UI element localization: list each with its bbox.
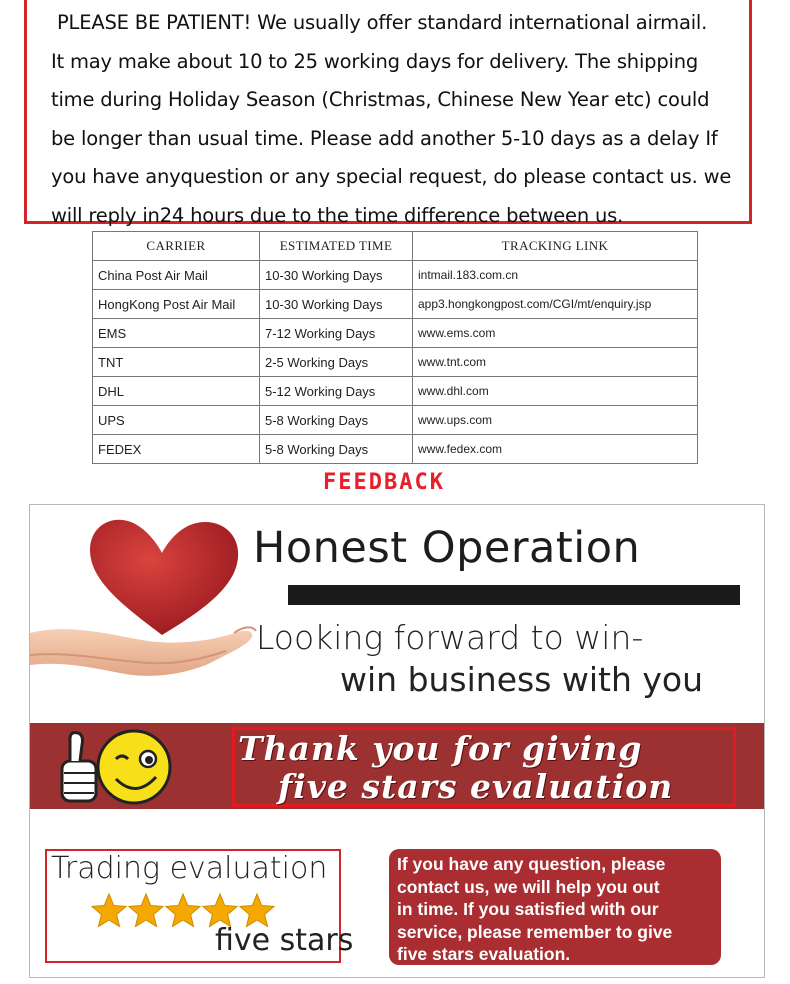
- table-row: [93, 377, 698, 406]
- five-stars-label: five stars: [215, 923, 354, 958]
- header-tracking-link: TRACKING LINK: [413, 232, 698, 261]
- win-win-line-2: win business with you: [340, 660, 704, 699]
- time-cell: 5-12 Working Days: [260, 377, 413, 406]
- table-row: [93, 319, 698, 348]
- star-icon: [166, 894, 200, 927]
- header-estimated-time: ESTIMATED TIME: [260, 232, 413, 261]
- time-cell: 2-5 Working Days: [260, 348, 413, 377]
- carrier-cell: FEDEX: [93, 435, 260, 464]
- time-cell: 5-8 Working Days: [260, 406, 413, 435]
- carrier-cell: HongKong Post Air Mail: [93, 290, 260, 319]
- contact-line: in time. If you satisfied with our: [397, 899, 659, 919]
- tracking-link[interactable]: www.fedex.com: [413, 435, 698, 464]
- thank-you-line-1: Thank you for giving: [238, 729, 643, 768]
- table-row: [93, 290, 698, 319]
- notice-line: be longer than usual time. Please add another 5-10 days as a delay If: [51, 126, 718, 150]
- carrier-cell: DHL: [93, 377, 260, 406]
- tracking-link[interactable]: www.dhl.com: [413, 377, 698, 406]
- time-cell: 10-30 Working Days: [260, 261, 413, 290]
- table-row: [93, 435, 698, 464]
- honest-operation-heading: Honest Operation: [253, 523, 641, 573]
- carrier-cell: TNT: [93, 348, 260, 377]
- star-icon: [240, 894, 274, 927]
- notice-line: you have anyquestion or any special request, do please contact us. we: [51, 165, 732, 188]
- star-icon: [203, 894, 237, 927]
- carrier-cell: China Post Air Mail: [93, 261, 260, 290]
- divider-bar: [288, 585, 740, 605]
- shipping-notice: [24, 0, 752, 227]
- time-cell: 7-12 Working Days: [260, 319, 413, 348]
- tracking-link[interactable]: www.ems.com: [413, 319, 698, 348]
- notice-line: time during Holiday Season (Christmas, Chinese New Year etc) could: [51, 88, 710, 111]
- contact-line: five stars evaluation.: [397, 944, 571, 964]
- tracking-link[interactable]: www.tnt.com: [413, 348, 698, 377]
- carrier-cell: EMS: [93, 319, 260, 348]
- tracking-link[interactable]: app3.hongkongpost.com/CGI/mt/enquiry.jsp: [413, 290, 698, 319]
- win-win-line-1: Looking forward to win-: [256, 618, 644, 657]
- contact-line: service, please remember to give: [397, 921, 673, 942]
- table-row: [93, 348, 698, 377]
- trading-evaluation-box: [45, 849, 354, 963]
- tracking-link[interactable]: www.ups.com: [413, 406, 698, 435]
- shipping-table: [92, 231, 698, 464]
- header-carrier: CARRIER: [93, 232, 260, 261]
- time-cell: 5-8 Working Days: [260, 435, 413, 464]
- table-row: [93, 406, 698, 435]
- star-icon: [129, 894, 163, 927]
- heart-in-hands-icon: [30, 505, 270, 720]
- table-row: [93, 261, 698, 290]
- feedback-title: FEEDBACK: [323, 470, 445, 495]
- table-header-row: [93, 232, 698, 261]
- notice-line: It may make about 10 to 25 working days for delivery. The shipping: [51, 49, 699, 73]
- notice-line: PLEASE BE PATIENT! We usually offer standard international airmail.: [57, 11, 708, 34]
- trading-evaluation-label: Trading evaluation: [51, 851, 328, 886]
- contact-line: contact us, we will help you out: [397, 876, 660, 897]
- contact-line: If you have any question, please: [397, 854, 666, 874]
- star-icon: [92, 894, 126, 927]
- tracking-link[interactable]: intmail.183.com.cn: [413, 261, 698, 290]
- feedback-panel: [29, 504, 765, 978]
- time-cell: 10-30 Working Days: [260, 290, 413, 319]
- thank-you-line-2: five stars evaluation: [278, 767, 674, 806]
- notice-line: will reply in24 hours due to the time difference between us.: [51, 203, 624, 227]
- carrier-cell: UPS: [93, 406, 260, 435]
- contact-message-box: [389, 849, 721, 965]
- thumbs-up-smiley-icon: [56, 721, 176, 813]
